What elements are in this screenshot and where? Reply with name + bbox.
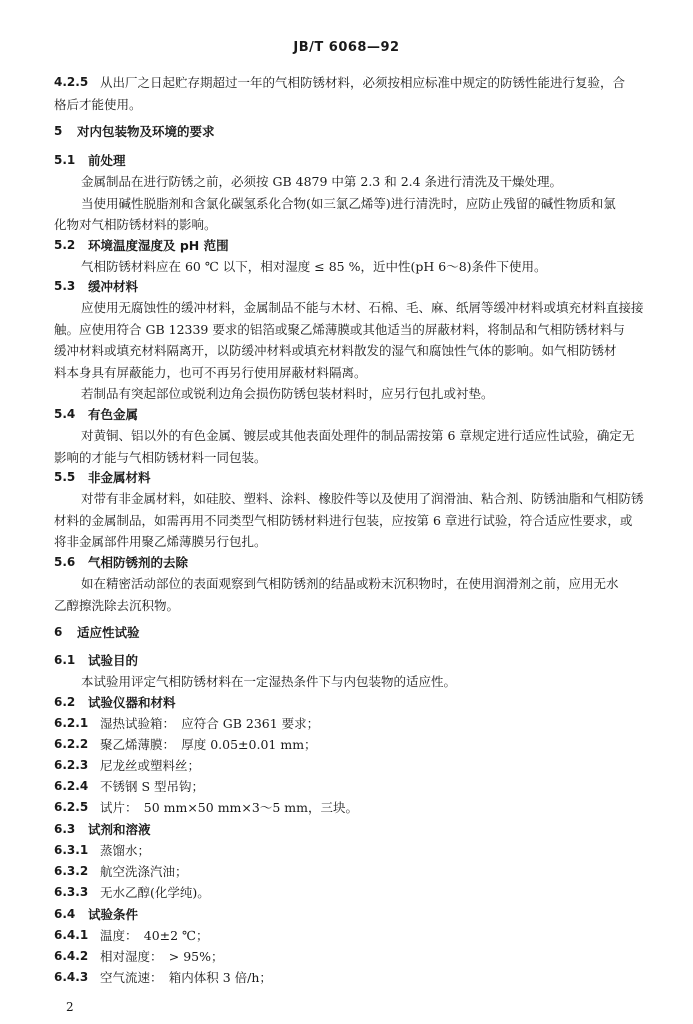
clause-title: 有色金属 <box>88 407 139 422</box>
item-number: 6.2.2 <box>54 737 89 751</box>
standard-code-header: JB/T 6068—92 <box>293 40 400 55</box>
paragraph: 对黄铜、铝以外的有色金属、镀层或其他表面处理件的制品需按第 6 章规定进行适应性试验，确定无 <box>81 428 635 443</box>
paragraph-continued: 乙醇擦洗除去沉积物。 <box>54 598 180 613</box>
paragraph-continued: 影响的才能与气相防锈材料一同包装。 <box>54 450 267 465</box>
paragraph: 气相防锈材料应在 60 ℃ 以下，相对湿度 ≤ 85 %，近中性(pH 6～8)条件下使用。 <box>81 259 547 274</box>
page-number: 2 <box>66 1000 74 1014</box>
item-number: 6.4.1 <box>54 928 89 942</box>
item-number: 6.2.1 <box>54 716 89 730</box>
paragraph: 若制品有突起部位或锐利边角会损伤防锈包装材料时，应另行包扎或衬垫。 <box>81 386 494 401</box>
clause-number: 6.1 <box>54 653 76 667</box>
clause-number: 6.4 <box>54 907 76 921</box>
clause-title: 非金属材料 <box>88 470 151 485</box>
section-title: 适应性试验 <box>77 625 140 640</box>
item-number: 6.2.3 <box>54 758 89 772</box>
clause-title: 环境温度湿度及 pH 范围 <box>88 238 229 253</box>
item-number: 6.4.2 <box>54 949 89 963</box>
clause-title: 缓冲材料 <box>88 279 139 294</box>
item-text: 相对湿度： > 95%； <box>100 949 224 964</box>
paragraph: 应使用无腐蚀性的缓冲材料，金属制品不能与木材、石棉、毛、麻、纸屑等缓冲材料或填充材料直接接 <box>81 300 644 315</box>
clause-number: 6.2 <box>54 695 76 709</box>
paragraph-continued: 材料的金属制品，如需再用不同类型气相防锈材料进行包装，应按第 6 章进行试验，符合适应性要求，或 <box>54 513 633 528</box>
paragraph-continued: 料本身具有屏蔽能力，也可不再另行使用屏蔽材料隔离。 <box>54 365 367 380</box>
item-text: 温度： 40±2 ℃； <box>100 928 209 943</box>
clause-title: 前处理 <box>88 153 126 168</box>
item-text: 不锈钢 S 型吊钩； <box>100 779 205 794</box>
clause-number: 5.2 <box>54 238 76 252</box>
paragraph: 对带有非金属材料，如硅胶、塑料、涂料、橡胶件等以及使用了润滑油、粘合剂、防锈油脂和气相防锈 <box>81 491 644 506</box>
item-number: 6.3.1 <box>54 843 89 857</box>
item-number: 6.4.3 <box>54 970 89 984</box>
clause-title: 试验目的 <box>88 653 139 668</box>
item-number: 6.3.3 <box>54 885 89 899</box>
item-text: 试片： 50 mm×50 mm×3～5 mm，三块。 <box>100 800 358 815</box>
clause-number: 5.6 <box>54 555 76 569</box>
item-text: 蒸馏水； <box>100 843 151 858</box>
clause-text: 从出厂之日起贮存期超过一年的气相防锈材料，必须按相应标准中规定的防锈性能进行复验，合 <box>100 75 626 90</box>
item-text: 聚乙烯薄膜： 厚度 0.05±0.01 mm； <box>100 737 317 752</box>
clause-number: 5.1 <box>54 153 76 167</box>
clause-number: 5.4 <box>54 407 76 421</box>
paragraph-continued: 化物对气相防锈材料的影响。 <box>54 217 217 232</box>
clause-title: 试剂和溶液 <box>88 822 151 837</box>
paragraph-continued: 将非金属部件用聚乙烯薄膜另行包扎。 <box>54 534 267 549</box>
clause-text-continued: 格后才能使用。 <box>54 97 142 112</box>
item-text: 湿热试验箱： 应符合 GB 2361 要求； <box>100 716 320 731</box>
item-number: 6.2.5 <box>54 800 89 814</box>
item-text: 空气流速： 箱内体积 3 倍/h； <box>100 970 272 985</box>
clause-number: 5.5 <box>54 470 76 484</box>
item-number: 6.2.4 <box>54 779 89 793</box>
paragraph: 本试验用评定气相防锈材料在一定湿热条件下与内包装物的适应性。 <box>81 674 457 689</box>
paragraph: 金属制品在进行防锈之前，必须按 GB 4879 中第 2.3 和 2.4 条进行清洗及干燥处理。 <box>81 174 563 189</box>
item-text: 尼龙丝或塑料丝； <box>100 758 201 773</box>
paragraph-continued: 缓冲材料或填充材料隔离开，以防缓冲材料或填充材料散发的湿气和腐蚀性气体的影响。如气相防锈材 <box>54 343 617 358</box>
section-number: 5 <box>54 124 63 138</box>
clause-number: 4.2.5 <box>54 75 89 89</box>
section-title: 对内包装物及环境的要求 <box>77 124 215 139</box>
item-text: 无水乙醇(化学纯)。 <box>100 885 210 900</box>
item-text: 航空洗涤汽油； <box>100 864 188 879</box>
clause-title: 气相防锈剂的去除 <box>88 555 189 570</box>
clause-title: 试验条件 <box>88 907 139 922</box>
paragraph-continued: 触。应使用符合 GB 12339 要求的铝箔或聚乙烯薄膜或其他适当的屏蔽材料，将制品和气相防锈材料与 <box>54 322 625 337</box>
item-number: 6.3.2 <box>54 864 89 878</box>
clause-title: 试验仪器和材料 <box>88 695 176 710</box>
clause-number: 6.3 <box>54 822 76 836</box>
paragraph: 当使用碱性脱脂剂和含氯化碳氢系化合物(如三氯乙烯等)进行清洗时，应防止残留的碱性物质和氯 <box>81 196 616 211</box>
section-number: 6 <box>54 625 63 639</box>
paragraph: 如在精密活动部位的表面观察到气相防锈剂的结晶或粉末沉积物时，在使用润滑剂之前，应用无水 <box>81 576 619 591</box>
clause-number: 5.3 <box>54 279 76 293</box>
